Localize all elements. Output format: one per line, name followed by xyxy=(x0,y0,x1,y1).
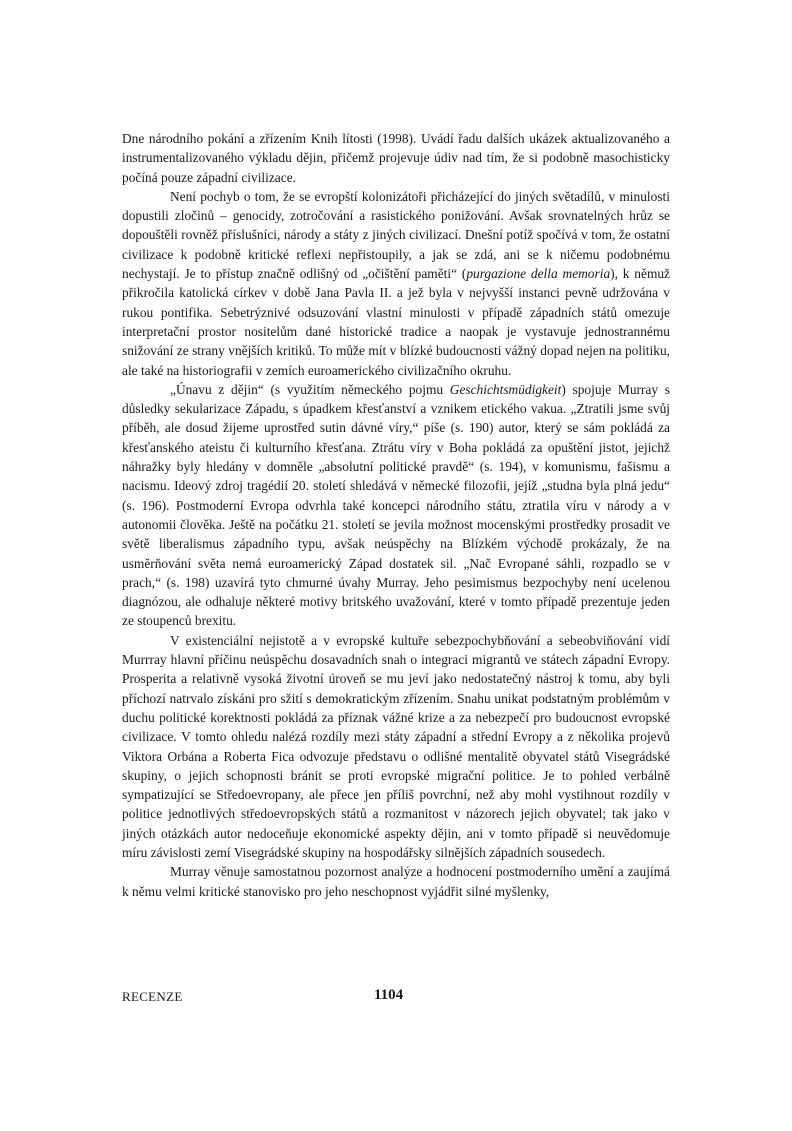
text-run: „Únavu z dějin“ (s využitím německého pojmu xyxy=(170,381,450,397)
italic-term: Geschichtsmüdigkeit xyxy=(449,381,562,397)
text-run: ), k němuž přikročila katolická církev v době Jana Pavla II. a jež byla v nejvyšší instanci pevně udržována v rukou pontifika. Sebetrýznivé odsuzování vlastní minulosti v případě západních států omezuje interpretační prostor nositelům dané historické tradice a naopak je vystavuje jednostrannému snižování ze strany vnějších kritiků. To může mít v blízké budoucnosti vážný dopad nejen na politiku, ale také na historiografii v zemích euroamerického civilizačního okruhu. xyxy=(122,266,670,378)
paragraph-5 xyxy=(122,862,670,901)
italic-term: purgazione della memoria xyxy=(466,266,611,282)
running-footer-section: RECENZE xyxy=(122,989,183,1004)
text-run: ) spojuje Murray s důsledky sekularizace Západu, s úpadkem křesťanství a vznikem etického vakua. „Ztratili jsme svůj příběh, ale dosud žijeme uprostřed sutin dávné víry,“ píše (s. 190) autor, který se sám pokládá za křesťanského ateistu či kulturního křesťana. Ztrátu víry v Boha pokládá za opuštění jistot, jejichž náhražky byly hledány v domněle „absolutní politické pravdě“ (s. 194), v komunismu, fašismu a nacismu. Ideový zdroj tragédií 20. století shledává v německé filozofii, jejíž „studna byla plná jedu“ (s. 196). Postmoderní Evropa odvrhla také koncepci národního státu, ztratila víru v národy a v autonomii člověka. Ještě na počátku 21. století se jevila možnost mocenskými prostředky prosadit ve světě liberalismus západního typu, avšak neúspěchy na Blízkém východě prokázaly, že na usměrňování světa nemá euroamerický Západ dostatek sil. „Nač Evropané sáhli, rozpadlo se v prach,“ (s. 198) uzavírá tyto chmurné úvahy Murray. Jeho pesimismus bezpochyby není ucelenou diagnózou, ale odhaluje některé motivy britského uvažování, které v tomto případě prezentuje jeden ze stoupenců brexitu. xyxy=(122,381,670,629)
paragraph-2 xyxy=(122,187,670,380)
paragraph-4 xyxy=(122,631,670,863)
paragraph-3 xyxy=(122,380,670,631)
page-number: 1104 xyxy=(374,987,404,1003)
paragraph-1 xyxy=(122,129,670,187)
text-run: Není pochyb o tom, že se evropští kolonizátoři přicházející do jiných světadílů, v minulosti dopustili zločinů – genocidy, zotročování a rasistického ponižování. Avšak srovnatelných hrůz se dopouštěli rovněž příslušníci, národy a státy z jiných civilizací. Dnešní potíž spočívá v tom, že ostatní civilizace k podobně kritické reflexi nepřistoupily, a jak se zdá, ani se k ničemu podobnému nechystají. Je to přístup značně odlišný od „očištění paměti“ ( xyxy=(122,188,670,282)
text-run: V existenciální nejistotě a v evropské kultuře sebezpochybňování a sebeobviňování vidí Murrray hlavní příčinu neúspěchu dosavadních snah o integraci migrantů ve státech západní Evropy. Prosperita a relativně vysoká životní úroveň se mu jeví jako nedostatečný nástroj k tomu, aby byli příchozí natrvalo získáni pro sžití s demokratickým zřízením. Snahu unikat podstatným problémům v duchu politické korektnosti pokládá za příznak vážné krize a za nebezpečí pro budoucnost evropské civilizace. V tomto ohledu nalézá rozdíly mezi státy západní a střední Evropy a z několika projevů Viktora Orbána a Roberta Fica odvozuje představu o odlišné mentalitě obyvatel států Visegrádské skupiny, o jejich schopnosti bránit se proti evropské migrační politice. Je to pohled verbálně sympatizující se Středoevropany, ale přece jen příliš povrchní, než aby mohl vystihnout rozdíly v politice jednotlivých středoevropských států a rozmanitost v názorech jejich obyvatel; tak jako v jiných otázkách autor nedoceňuje ekonomické aspekty dějin, ani v tomto případě si neuvědomuje míru závislosti zemí Visegrádské skupiny na hospodářsky silnějších západních sousedech. xyxy=(122,632,670,860)
body-text xyxy=(122,129,670,901)
text-run: Murray věnuje samostatnou pozornost analýze a hodnocení postmoderního umění a zaujímá k němu velmi kritické stanovisko pro jeho neschopnost vyjádřit silné myšlenky, xyxy=(122,864,670,899)
text-run: Dne národního pokání a zřízením Knih lítosti (1998). Uvádí řadu dalších ukázek aktualizovaného a instrumentalizovaného výkladu dějin, přičemž projevuje údiv nad tím, že si podobně masochisticky počíná pouze západní civilizace. xyxy=(122,131,670,185)
